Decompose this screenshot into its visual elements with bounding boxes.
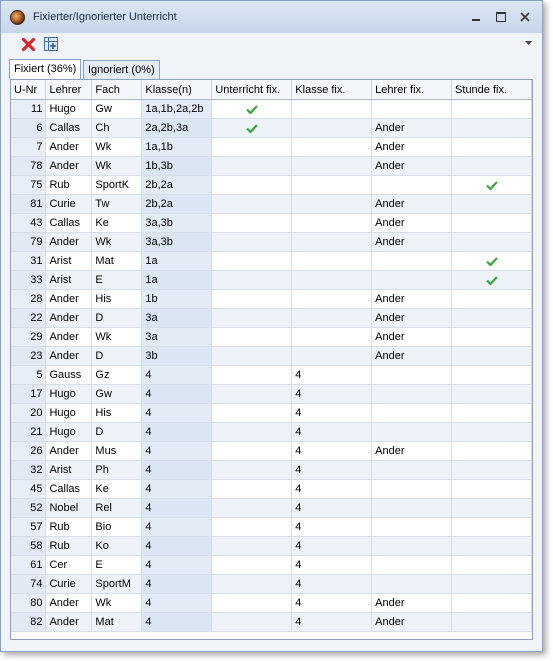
cell-stunde-fix[interactable] [452, 214, 532, 233]
cell-unterricht-fix[interactable] [212, 157, 292, 176]
cell-lehrer[interactable]: Ander [46, 594, 92, 613]
window-title: Fixierter/Ignorierter Unterricht [33, 11, 177, 23]
cell-unterricht-fix[interactable] [212, 233, 292, 252]
cell-unterricht-fix[interactable] [212, 366, 292, 385]
cell-stunde-fix[interactable] [452, 575, 532, 594]
cell-unr[interactable]: 29 [11, 328, 46, 347]
cell-unr[interactable]: 32 [11, 461, 46, 480]
cell-unterricht-fix[interactable] [212, 423, 292, 442]
cell-lehrer[interactable]: Hugo [46, 404, 92, 423]
cell-stunde-fix[interactable] [452, 252, 532, 271]
tab-fixiert[interactable]: Fixiert (36%) [9, 59, 81, 79]
table-row[interactable] [11, 537, 532, 556]
cell-lehrer-fix[interactable] [372, 499, 452, 518]
cell-lehrer-fix[interactable]: Ander [372, 442, 452, 461]
cell-fach[interactable]: Ke [92, 480, 142, 499]
maximize-button[interactable] [492, 9, 510, 25]
cell-klasse[interactable]: 3a,3b [142, 233, 212, 252]
cell-lehrer-fix[interactable]: Ander [372, 290, 452, 309]
cell-lehrer[interactable]: Ander [46, 613, 92, 632]
chevron-down-icon [525, 41, 532, 46]
col-header-unr[interactable]: U-Nr [11, 80, 46, 100]
cell-klasse-fix[interactable] [292, 290, 372, 309]
cell-unr[interactable]: 81 [11, 195, 46, 214]
cell-lehrer[interactable]: Callas [46, 480, 92, 499]
col-header-fach[interactable]: Fach [92, 80, 142, 100]
cell-klasse[interactable]: 1b,3b [142, 157, 212, 176]
table-row[interactable] [11, 404, 532, 423]
cell-lehrer-fix[interactable]: Ander [372, 119, 452, 138]
cell-fach[interactable]: Mus [92, 442, 142, 461]
cell-klasse[interactable]: 4 [142, 499, 212, 518]
cell-lehrer-fix[interactable] [372, 100, 452, 119]
cell-lehrer-fix[interactable] [372, 366, 452, 385]
cell-lehrer[interactable]: Nobel [46, 499, 92, 518]
cell-lehrer[interactable]: Hugo [46, 423, 92, 442]
cell-unr[interactable]: 43 [11, 214, 46, 233]
cell-unr[interactable]: 22 [11, 309, 46, 328]
cell-unr[interactable]: 75 [11, 176, 46, 195]
cell-unr[interactable]: 45 [11, 480, 46, 499]
table-row[interactable] [11, 195, 532, 214]
cell-stunde-fix[interactable] [452, 385, 532, 404]
cell-unterricht-fix[interactable] [212, 442, 292, 461]
cell-stunde-fix[interactable] [452, 176, 532, 195]
cell-lehrer-fix[interactable] [372, 518, 452, 537]
table-row[interactable] [11, 442, 532, 461]
cell-stunde-fix[interactable] [452, 119, 532, 138]
maximize-icon [496, 12, 506, 22]
col-header-lehrer-fix[interactable]: Lehrer fix. [372, 80, 452, 100]
table-body [11, 100, 532, 632]
cell-klasse[interactable]: 1b [142, 290, 212, 309]
cell-unterricht-fix[interactable] [212, 575, 292, 594]
cell-klasse[interactable]: 4 [142, 385, 212, 404]
cell-fach[interactable]: Wk [92, 157, 142, 176]
red-x-delete-icon [21, 36, 37, 52]
cell-klasse-fix[interactable]: 4 [292, 442, 372, 461]
cell-fach[interactable]: Bio [92, 518, 142, 537]
cell-klasse[interactable]: 4 [142, 556, 212, 575]
cell-fach[interactable]: Ph [92, 461, 142, 480]
cell-lehrer[interactable]: Ander [46, 442, 92, 461]
cell-fach[interactable]: Wk [92, 233, 142, 252]
cell-unterricht-fix[interactable] [212, 119, 292, 138]
cell-klasse[interactable]: 4 [142, 366, 212, 385]
cell-unterricht-fix[interactable] [212, 328, 292, 347]
table-row[interactable] [11, 556, 532, 575]
cell-fach[interactable]: Ke [92, 214, 142, 233]
cell-stunde-fix[interactable] [452, 423, 532, 442]
checkmark-icon [246, 124, 258, 133]
cell-unterricht-fix[interactable] [212, 461, 292, 480]
cell-klasse[interactable]: 1a [142, 252, 212, 271]
cell-unr[interactable]: 74 [11, 575, 46, 594]
table-row[interactable] [11, 328, 532, 347]
cell-klasse-fix[interactable]: 4 [292, 404, 372, 423]
data-grid [10, 79, 533, 640]
cell-lehrer[interactable]: Cer [46, 556, 92, 575]
cell-unr[interactable]: 6 [11, 119, 46, 138]
cell-unr[interactable]: 79 [11, 233, 46, 252]
cell-lehrer[interactable]: Ander [46, 347, 92, 366]
cell-stunde-fix[interactable] [452, 233, 532, 252]
cell-unterricht-fix[interactable] [212, 195, 292, 214]
cell-unterricht-fix[interactable] [212, 556, 292, 575]
cell-lehrer-fix[interactable]: Ander [372, 594, 452, 613]
cell-unr[interactable]: 52 [11, 499, 46, 518]
cell-unterricht-fix[interactable] [212, 271, 292, 290]
tab-ignoriert[interactable]: Ignoriert (0%) [83, 60, 160, 79]
cell-unterricht-fix[interactable] [212, 138, 292, 157]
cell-fach[interactable]: Mat [92, 613, 142, 632]
cell-fach[interactable]: E [92, 271, 142, 290]
cell-lehrer[interactable]: Hugo [46, 385, 92, 404]
cell-fach[interactable]: Rel [92, 499, 142, 518]
cell-unr[interactable]: 28 [11, 290, 46, 309]
cell-klasse-fix[interactable]: 4 [292, 575, 372, 594]
checkmark-icon [486, 181, 498, 190]
cell-lehrer-fix[interactable] [372, 575, 452, 594]
cell-unterricht-fix[interactable] [212, 499, 292, 518]
cell-unr[interactable]: 58 [11, 537, 46, 556]
cell-lehrer-fix[interactable] [372, 271, 452, 290]
cell-fach[interactable]: Gw [92, 385, 142, 404]
cell-klasse[interactable]: 2a,2b,3a [142, 119, 212, 138]
cell-lehrer[interactable]: Arist [46, 252, 92, 271]
cell-klasse[interactable]: 1a,1b,2a,2b [142, 100, 212, 119]
cell-lehrer-fix[interactable] [372, 537, 452, 556]
cell-unr[interactable]: 82 [11, 613, 46, 632]
cell-klasse[interactable]: 4 [142, 594, 212, 613]
table-row[interactable] [11, 385, 532, 404]
cell-lehrer-fix[interactable]: Ander [372, 613, 452, 632]
cell-lehrer[interactable]: Gauss [46, 366, 92, 385]
delete-button[interactable] [21, 36, 37, 52]
cell-fach[interactable]: Gw [92, 100, 142, 119]
cell-unterricht-fix[interactable] [212, 480, 292, 499]
cell-klasse[interactable]: 4 [142, 518, 212, 537]
cell-fach[interactable]: Mat [92, 252, 142, 271]
cell-klasse[interactable]: 3b [142, 347, 212, 366]
cell-unterricht-fix[interactable] [212, 385, 292, 404]
cell-klasse-fix[interactable]: 4 [292, 480, 372, 499]
cell-lehrer[interactable]: Rub [46, 518, 92, 537]
table-row[interactable] [11, 176, 532, 195]
table-row[interactable] [11, 271, 532, 290]
col-header-unterricht-fix[interactable]: Unterricht fix. [212, 80, 292, 100]
cell-stunde-fix[interactable] [452, 366, 532, 385]
cell-fach[interactable]: D [92, 423, 142, 442]
cell-stunde-fix[interactable] [452, 613, 532, 632]
close-icon [520, 12, 530, 22]
cell-stunde-fix[interactable] [452, 195, 532, 214]
cell-unterricht-fix[interactable] [212, 290, 292, 309]
title-bar[interactable] [1, 1, 542, 33]
checkmark-icon [246, 105, 258, 114]
cell-lehrer-fix[interactable] [372, 385, 452, 404]
grid-add-icon [43, 36, 59, 52]
table-row[interactable] [11, 252, 532, 271]
cell-klasse[interactable]: 4 [142, 442, 212, 461]
cell-lehrer[interactable]: Callas [46, 214, 92, 233]
cell-klasse-fix[interactable]: 4 [292, 594, 372, 613]
cell-klasse-fix[interactable]: 4 [292, 461, 372, 480]
cell-lehrer[interactable]: Curie [46, 195, 92, 214]
table-row[interactable] [11, 423, 532, 442]
cell-lehrer[interactable]: Rub [46, 176, 92, 195]
table-row[interactable] [11, 347, 532, 366]
cell-lehrer[interactable]: Arist [46, 271, 92, 290]
cell-unterricht-fix[interactable] [212, 176, 292, 195]
cell-stunde-fix[interactable] [452, 499, 532, 518]
cell-fach[interactable]: Wk [92, 138, 142, 157]
cell-fach[interactable]: Ch [92, 119, 142, 138]
cell-stunde-fix[interactable] [452, 309, 532, 328]
cell-unterricht-fix[interactable] [212, 613, 292, 632]
cell-unr[interactable]: 21 [11, 423, 46, 442]
checkmark-icon [486, 276, 498, 285]
app-logo-icon [10, 10, 25, 25]
cell-stunde-fix[interactable] [452, 461, 532, 480]
cell-unterricht-fix[interactable] [212, 518, 292, 537]
cell-fach[interactable]: Tw [92, 195, 142, 214]
toolbar-overflow-button[interactable] [525, 41, 533, 49]
add-grid-button[interactable] [43, 36, 59, 52]
cell-klasse-fix[interactable] [292, 176, 372, 195]
cell-klasse-fix[interactable]: 4 [292, 385, 372, 404]
cell-unr[interactable]: 78 [11, 157, 46, 176]
cell-klasse[interactable]: 4 [142, 480, 212, 499]
cell-lehrer-fix[interactable]: Ander [372, 233, 452, 252]
cell-lehrer-fix[interactable] [372, 176, 452, 195]
cell-lehrer[interactable]: Hugo [46, 100, 92, 119]
cell-klasse-fix[interactable]: 4 [292, 556, 372, 575]
minimize-icon [472, 19, 480, 21]
cell-stunde-fix[interactable] [452, 100, 532, 119]
cell-klasse-fix[interactable] [292, 233, 372, 252]
cell-stunde-fix[interactable] [452, 290, 532, 309]
cell-stunde-fix[interactable] [452, 556, 532, 575]
table-row[interactable] [11, 100, 532, 119]
cell-lehrer-fix[interactable] [372, 404, 452, 423]
table-row[interactable] [11, 575, 532, 594]
cell-klasse-fix[interactable] [292, 195, 372, 214]
cell-unterricht-fix[interactable] [212, 252, 292, 271]
cell-klasse[interactable]: 3a,3b [142, 214, 212, 233]
cell-klasse-fix[interactable] [292, 157, 372, 176]
cell-unr[interactable]: 7 [11, 138, 46, 157]
cell-klasse-fix[interactable]: 4 [292, 423, 372, 442]
cell-klasse[interactable]: 3a [142, 309, 212, 328]
cell-fach[interactable]: SportM [92, 575, 142, 594]
cell-klasse-fix[interactable]: 4 [292, 499, 372, 518]
cell-klasse[interactable]: 1a [142, 271, 212, 290]
cell-lehrer-fix[interactable] [372, 423, 452, 442]
cell-stunde-fix[interactable] [452, 328, 532, 347]
col-header-klassen[interactable]: Klasse(n) [142, 80, 212, 100]
cell-fach[interactable]: D [92, 309, 142, 328]
cell-stunde-fix[interactable] [452, 518, 532, 537]
minimize-button[interactable] [467, 9, 485, 25]
cell-lehrer-fix[interactable]: Ander [372, 347, 452, 366]
cell-lehrer-fix[interactable] [372, 461, 452, 480]
cell-stunde-fix[interactable] [452, 138, 532, 157]
cell-unr[interactable]: 31 [11, 252, 46, 271]
cell-lehrer-fix[interactable]: Ander [372, 157, 452, 176]
cell-fach[interactable]: His [92, 290, 142, 309]
cell-unterricht-fix[interactable] [212, 309, 292, 328]
cell-fach[interactable]: Gz [92, 366, 142, 385]
cell-fach[interactable]: D [92, 347, 142, 366]
cell-unterricht-fix[interactable] [212, 594, 292, 613]
cell-stunde-fix[interactable] [452, 480, 532, 499]
toolbar [1, 33, 542, 55]
cell-unr[interactable]: 61 [11, 556, 46, 575]
cell-lehrer-fix[interactable] [372, 556, 452, 575]
cell-lehrer-fix[interactable]: Ander [372, 138, 452, 157]
table-row[interactable] [11, 157, 532, 176]
cell-unr[interactable]: 57 [11, 518, 46, 537]
table-row[interactable] [11, 290, 532, 309]
cell-klasse[interactable]: 4 [142, 461, 212, 480]
table-row[interactable] [11, 138, 532, 157]
cell-klasse-fix[interactable]: 4 [292, 518, 372, 537]
table-row[interactable] [11, 518, 532, 537]
cell-fach[interactable]: Wk [92, 594, 142, 613]
cell-klasse-fix[interactable] [292, 347, 372, 366]
lessons-table [11, 80, 532, 632]
col-header-klasse-fix[interactable]: Klasse fix. [292, 80, 372, 100]
cell-lehrer[interactable]: Ander [46, 328, 92, 347]
cell-unr[interactable]: 11 [11, 100, 46, 119]
cell-lehrer[interactable]: Ander [46, 233, 92, 252]
cell-stunde-fix[interactable] [452, 594, 532, 613]
cell-fach[interactable]: His [92, 404, 142, 423]
cell-lehrer[interactable]: Curie [46, 575, 92, 594]
cell-unterricht-fix[interactable] [212, 100, 292, 119]
cell-fach[interactable]: Wk [92, 328, 142, 347]
cell-unr[interactable]: 17 [11, 385, 46, 404]
cell-klasse-fix[interactable] [292, 100, 372, 119]
table-row[interactable] [11, 594, 532, 613]
cell-lehrer[interactable]: Ander [46, 138, 92, 157]
cell-fach[interactable]: E [92, 556, 142, 575]
cell-unr[interactable]: 26 [11, 442, 46, 461]
cell-unterricht-fix[interactable] [212, 537, 292, 556]
cell-stunde-fix[interactable] [452, 404, 532, 423]
table-row[interactable] [11, 366, 532, 385]
cell-stunde-fix[interactable] [452, 442, 532, 461]
cell-klasse-fix[interactable] [292, 214, 372, 233]
cell-lehrer-fix[interactable] [372, 252, 452, 271]
col-header-stunde-fix[interactable]: Stunde fix. [452, 80, 532, 100]
col-header-lehrer[interactable]: Lehrer [46, 80, 92, 100]
cell-stunde-fix[interactable] [452, 271, 532, 290]
cell-stunde-fix[interactable] [452, 537, 532, 556]
cell-lehrer[interactable]: Ander [46, 157, 92, 176]
cell-lehrer-fix[interactable]: Ander [372, 214, 452, 233]
cell-klasse[interactable]: 2b,2a [142, 195, 212, 214]
cell-unterricht-fix[interactable] [212, 214, 292, 233]
cell-unterricht-fix[interactable] [212, 347, 292, 366]
cell-lehrer[interactable]: Callas [46, 119, 92, 138]
cell-lehrer-fix[interactable] [372, 480, 452, 499]
cell-klasse[interactable]: 3a [142, 328, 212, 347]
cell-klasse-fix[interactable] [292, 309, 372, 328]
cell-klasse[interactable]: 4 [142, 613, 212, 632]
cell-lehrer[interactable]: Ander [46, 290, 92, 309]
table-row[interactable] [11, 309, 532, 328]
cell-fach[interactable]: Ko [92, 537, 142, 556]
cell-unr[interactable]: 33 [11, 271, 46, 290]
cell-unr[interactable]: 23 [11, 347, 46, 366]
table-row[interactable] [11, 214, 532, 233]
table-row[interactable] [11, 499, 532, 518]
cell-unr[interactable]: 5 [11, 366, 46, 385]
cell-klasse-fix[interactable] [292, 271, 372, 290]
cell-klasse-fix[interactable]: 4 [292, 537, 372, 556]
header-row [11, 80, 532, 100]
cell-klasse[interactable]: 4 [142, 575, 212, 594]
cell-klasse[interactable]: 4 [142, 404, 212, 423]
cell-klasse-fix[interactable] [292, 119, 372, 138]
cell-unterricht-fix[interactable] [212, 404, 292, 423]
cell-klasse-fix[interactable] [292, 252, 372, 271]
cell-klasse[interactable]: 2b,2a [142, 176, 212, 195]
cell-klasse-fix[interactable] [292, 138, 372, 157]
cell-unr[interactable]: 20 [11, 404, 46, 423]
table-row[interactable] [11, 480, 532, 499]
cell-klasse-fix[interactable] [292, 328, 372, 347]
cell-fach[interactable]: SportK [92, 176, 142, 195]
cell-stunde-fix[interactable] [452, 157, 532, 176]
cell-stunde-fix[interactable] [452, 347, 532, 366]
cell-lehrer[interactable]: Rub [46, 537, 92, 556]
cell-lehrer-fix[interactable]: Ander [372, 195, 452, 214]
table-row[interactable] [11, 461, 532, 480]
table-row[interactable] [11, 119, 532, 138]
cell-klasse[interactable]: 4 [142, 423, 212, 442]
cell-klasse[interactable]: 4 [142, 537, 212, 556]
cell-klasse[interactable]: 1a,1b [142, 138, 212, 157]
cell-unr[interactable]: 80 [11, 594, 46, 613]
cell-lehrer[interactable]: Arist [46, 461, 92, 480]
cell-lehrer-fix[interactable]: Ander [372, 309, 452, 328]
cell-klasse-fix[interactable]: 4 [292, 613, 372, 632]
cell-klasse-fix[interactable]: 4 [292, 366, 372, 385]
checkmark-icon [486, 257, 498, 266]
cell-lehrer-fix[interactable]: Ander [372, 328, 452, 347]
table-row[interactable] [11, 233, 532, 252]
table-row[interactable] [11, 613, 532, 632]
close-button[interactable] [516, 9, 534, 25]
cell-lehrer[interactable]: Ander [46, 309, 92, 328]
